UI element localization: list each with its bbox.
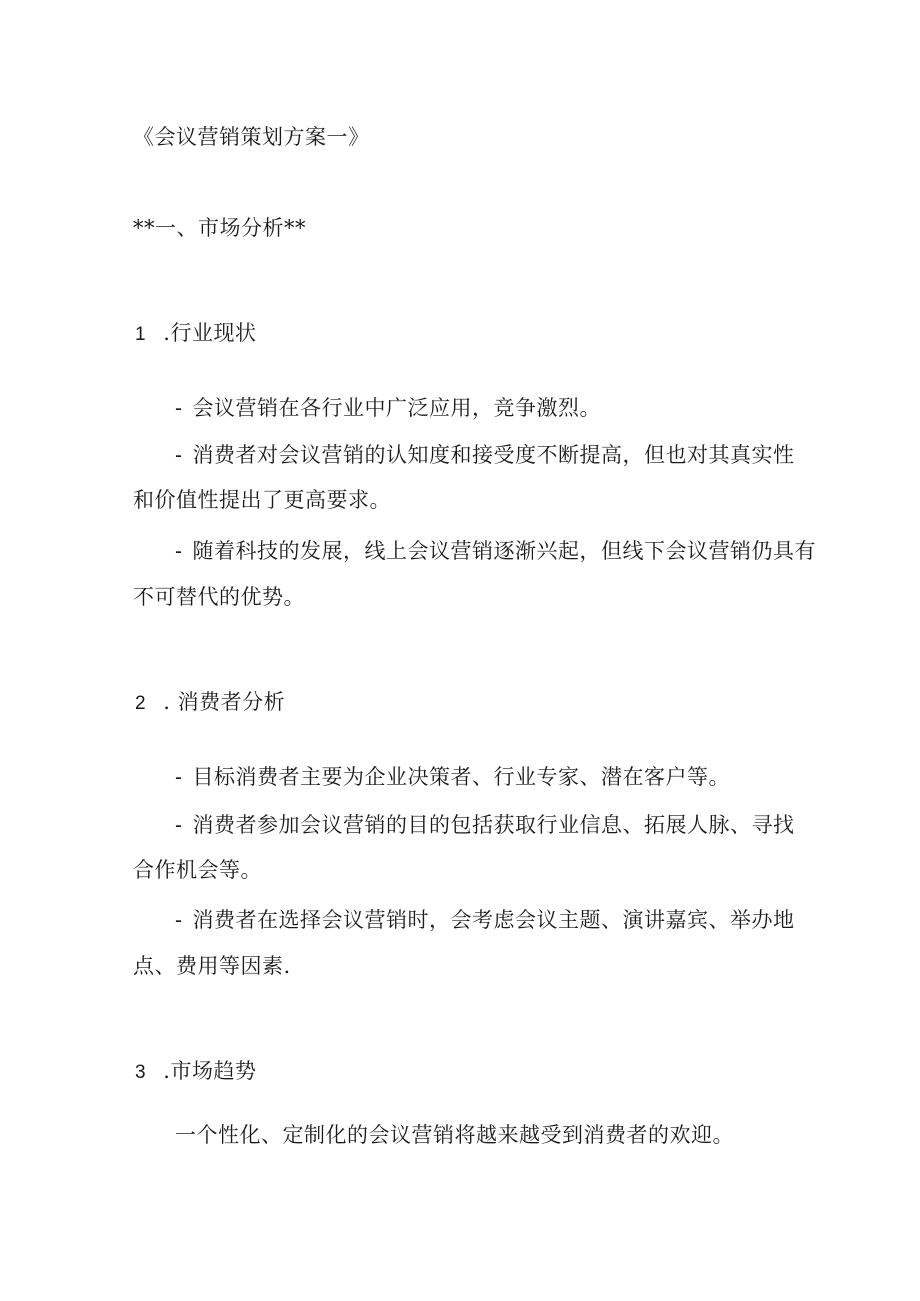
document-title: 《会议营销策划方案一》 bbox=[133, 125, 370, 149]
subsection-number: 1 bbox=[135, 324, 147, 345]
dash-marker: - bbox=[175, 540, 183, 563]
section-heading-market-analysis: **一、市场分析** bbox=[133, 216, 306, 240]
bullet-item bbox=[175, 393, 601, 424]
dash-marker: - bbox=[175, 397, 183, 420]
dash-marker: - bbox=[175, 444, 183, 467]
dash-marker: - bbox=[175, 909, 183, 932]
subsection-number: 3 bbox=[135, 1062, 147, 1083]
bullet-text: 消费者在选择会议营销时，会考虑会议主题、演讲嘉宾、举办地 bbox=[192, 908, 795, 932]
subsection-title: . 消费者分析 bbox=[163, 690, 286, 714]
dash-marker: - bbox=[175, 814, 183, 837]
bullet-text: 随着科技的发展，线上会议营销逐渐兴起，但线下会议营销仍具有 bbox=[192, 539, 816, 563]
subsection-title: .行业现状 bbox=[163, 321, 257, 345]
dash-marker: - bbox=[175, 766, 183, 789]
bullet-item bbox=[175, 536, 816, 567]
subsection-heading-industry-status bbox=[135, 318, 256, 350]
bullet-text: 消费者对会议营销的认知度和接受度不断提高，但也对其真实性 bbox=[192, 443, 795, 467]
bullet-text: 会议营销在各行业中广泛应用，竞争激烈。 bbox=[192, 396, 601, 420]
subsection-number: 2 bbox=[135, 693, 147, 714]
bullet-item bbox=[175, 810, 795, 841]
subsection-title: .市场趋势 bbox=[163, 1059, 257, 1083]
bullet-text-continuation: 不可替代的优势。 bbox=[133, 585, 305, 609]
bullet-text: 消费者参加会议营销的目的包括获取行业信息、拓展人脉、寻找 bbox=[192, 813, 795, 837]
subsection-heading-market-trend bbox=[135, 1056, 256, 1088]
bullet-item bbox=[175, 440, 795, 471]
bullet-item bbox=[175, 905, 795, 936]
subsection-heading-consumer-analysis bbox=[135, 687, 285, 719]
trend-item: 一个性化、定制化的会议营销将越来越受到消费者的欢迎。 bbox=[175, 1123, 734, 1147]
bullet-text: 目标消费者主要为企业决策者、行业专家、潜在客户等。 bbox=[192, 765, 730, 789]
bullet-item bbox=[175, 762, 730, 793]
bullet-text-continuation: 和价值性提出了更高要求。 bbox=[133, 488, 391, 512]
bullet-text-continuation: 点、费用等因素. bbox=[133, 954, 291, 978]
bullet-text-continuation: 合作机会等。 bbox=[133, 858, 262, 882]
